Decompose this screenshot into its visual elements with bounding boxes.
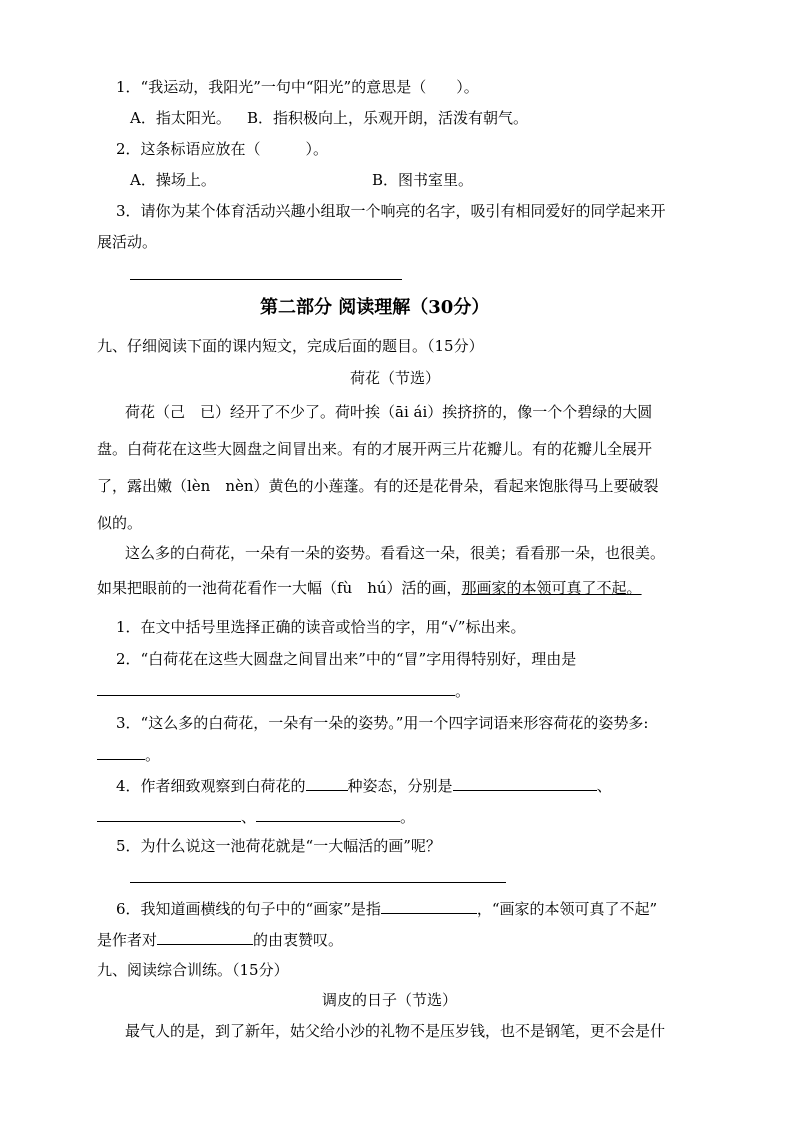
q2-option-a: A．操场上。 <box>130 171 216 189</box>
r1-q6-blank-2[interactable] <box>157 929 253 945</box>
r1-q6-text-d: 的由衷赞叹。 <box>253 931 344 949</box>
r1-q4-text-a: 4．作者细致观察到白荷花的 <box>116 777 306 795</box>
section2-title: 第二部分 阅读理解（30分） <box>260 297 490 318</box>
reading1-p2-line2-text: 如果把眼前的一池荷花看作一大幅（fù hú）活的画， <box>97 579 462 597</box>
reading1-p2-line2 <box>97 578 642 598</box>
r1-q6-line1 <box>116 898 657 919</box>
q1-option-a: A．指太阳光。 <box>130 109 231 127</box>
r1-q3-answer-blank[interactable] <box>97 744 145 760</box>
r1-q5-answer-line[interactable] <box>130 882 506 883</box>
r1-q2-answer-blank[interactable] <box>97 680 455 696</box>
q2-text: 2．这条标语应放在（ ）。 <box>116 140 329 158</box>
r1-q5-text: 5．为什么说这一池荷花就是“一大幅活的画”呢？ <box>116 837 441 855</box>
q3-text-line1: 3．请你为某个体育活动兴趣小组取一个响亮的名字，吸引有相同爱好的同学起来开 <box>116 202 666 220</box>
r1-q4-period: 。 <box>400 808 416 826</box>
r1-q1-text: 1．在文中括号里选择正确的读音或恰当的字，用“√”标出来。 <box>116 618 526 636</box>
reading1-title: 荷花（节选） <box>350 369 441 387</box>
q1-text: 1．“我运动，我阳光”一句中“阳光”的意思是（ ）。 <box>116 78 479 96</box>
r1-q3-answer <box>97 744 160 765</box>
r1-q6-text-b: ，“画家的本领可真了不起” <box>476 900 658 918</box>
r1-q3-text: 3．“这么多的白荷花，一朵有一朵的姿势。”用一个四字词语来形容荷花的姿势多: <box>116 714 649 732</box>
reading1-p1-line2: 盘。白荷花在这些大圆盘之间冒出来。有的才展开两三片花瓣儿。有的花瓣儿全展开 <box>97 440 653 458</box>
r1-q4-blank-1[interactable] <box>453 775 597 791</box>
reading1-heading: 九、仔细阅读下面的课内短文，完成后面的题目。（15分） <box>97 337 484 355</box>
r1-q4-count-blank[interactable] <box>306 775 348 791</box>
r1-q3-period: 。 <box>145 746 161 764</box>
q3-text-line2: 展活动。 <box>97 233 158 251</box>
r1-q4-sep-2: 、 <box>241 808 257 826</box>
reading1-p2-line1: 这么多的白荷花，一朵有一朵的姿势。看看这一朵，很美；看看那一朵，也很美。 <box>125 544 666 562</box>
r1-q4-blank-3[interactable] <box>256 806 400 822</box>
q2-option-b: B．图书室里。 <box>372 171 474 189</box>
q1-option-b: B．指积极向上，乐观开朗，活泼有朝气。 <box>247 109 529 127</box>
reading2-title: 调皮的日子（节选） <box>322 991 458 1009</box>
r1-q4-line1 <box>116 775 612 796</box>
r1-q4-sep-1: 、 <box>596 777 612 795</box>
r1-q6-blank-1[interactable] <box>381 898 477 914</box>
reading2-heading: 九、阅读综合训练。（15分） <box>97 961 289 979</box>
r1-q2-text: 2．“白荷花在这些大圆盘之间冒出来”中的“冒”字用得特别好，理由是 <box>116 650 577 668</box>
r1-q2-period: 。 <box>455 682 471 700</box>
r1-q4-blank-2[interactable] <box>97 806 241 822</box>
r1-q4-text-b: 种姿态，分别是 <box>347 777 453 795</box>
r1-q6-line2 <box>97 929 343 950</box>
underlined-sentence: 那画家的本领可真了不起。 <box>461 579 642 597</box>
reading2-p1-line1: 最气人的是，到了新年，姑父给小沙的礼物不是压岁钱，也不是钢笔，更不会是什 <box>125 1022 666 1040</box>
r1-q6-text-c: 是作者对 <box>97 931 158 949</box>
reading1-p1-line3: 了，露出嫩（lèn nèn）黄色的小莲蓬。有的还是花骨朵，看起来饱胀得马上要破裂 <box>97 477 659 495</box>
r1-q4-line2 <box>97 806 415 827</box>
r1-q6-text-a: 6．我知道画横线的句子中的“画家”是指 <box>116 900 381 918</box>
reading1-p1-line4: 似的。 <box>97 514 143 532</box>
q3-answer-line <box>130 279 402 280</box>
reading1-p1-line1: 荷花（己 已）经开了不少了。荷叶挨（āi ái）挨挤挤的，像一个个碧绿的大圆 <box>125 403 653 421</box>
r1-q2-answer <box>97 680 470 701</box>
